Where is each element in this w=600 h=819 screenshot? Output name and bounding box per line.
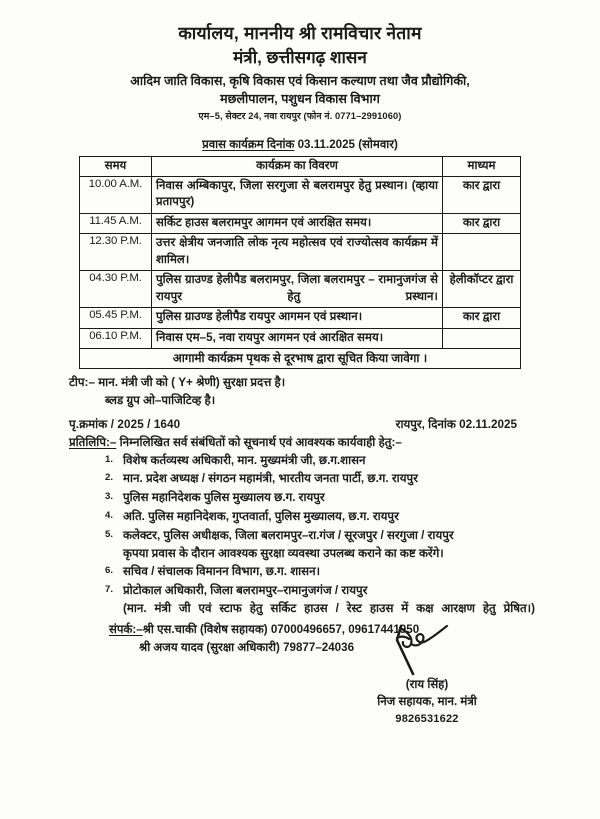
cell-time: 05.45 P.M. — [80, 308, 152, 328]
schedule-footnote: आगामी कार्यक्रम पृथक से दूरभाष द्वारा सूचित किया जावेगा । — [80, 348, 521, 368]
note-blood-group: ब्लड ग्रुप ओ–पाजिटिव्ह है। — [105, 394, 216, 408]
cell-mode: कार द्वारा — [443, 213, 521, 233]
contact-person-1: श्री एस.चाकी (विशेष सहायक) 07000496657, 09617441950 — [142, 622, 420, 636]
note-security: टीप:– मान. मंत्री जी को ( Y+ श्रेणी) सुरक्षा प्रदत्त है। — [69, 375, 286, 389]
cell-time: 11.45 A.M. — [80, 213, 152, 233]
list-item — [105, 527, 535, 563]
recipient-list — [65, 452, 535, 618]
office-title-line-1: कार्यालय, माननीय श्री रामविचार नेताम — [178, 23, 422, 43]
list-item — [105, 582, 535, 618]
recipient-main: पुलिस महानिदेशक पुलिस मुख्यालय छ.ग. रायपुर — [123, 491, 325, 505]
table-row — [80, 271, 521, 308]
letter-body — [65, 374, 535, 657]
recipient-main: मान. प्रदेश अध्यक्ष / संगठन महामंत्री, भारतीय जनता पार्टी, छ.ग. रायपुर — [123, 472, 418, 486]
schedule-title-underlined: प्रवास कार्यक्रम दिनांक — [202, 137, 295, 151]
cell-time: 12.30 P.M. — [80, 234, 152, 271]
cell-description: सर्किट हाउस बलरामपुर आगमन एवं आरक्षित समय। — [152, 213, 443, 233]
recipient-sub: कृपया प्रवास के दौरान आवश्यक सुरक्षा व्यवस्था उपलब्ध कराने का कष्ट करेंगे। — [123, 546, 444, 560]
schedule-title-date: 03.11.2025 (सोमवार) — [294, 137, 398, 151]
schedule-table — [79, 156, 521, 369]
header-description: कार्यक्रम का विवरण — [152, 156, 443, 176]
list-item — [105, 452, 535, 470]
table-header-row — [80, 156, 521, 176]
office-address: एम–5, सेक्टर 24, नवा रायपुर (फोन नं. 0771–2991060) — [198, 110, 402, 121]
department-line-2: मछलीपालन, पशुधन विकास विभाग — [220, 92, 380, 107]
copy-to-text: निम्नलिखित सर्व संबंधितों को सूचनार्थ एवं आवश्यक कार्यवाही हेतु:– — [116, 435, 402, 449]
list-item — [105, 508, 535, 526]
cell-description: निवास एम–5, नवा रायपुर आगमन एवं आरक्षित समय। — [152, 328, 443, 348]
contact-label: संपर्क:– — [109, 622, 143, 636]
signatory-phone: 9826531622 — [395, 712, 459, 725]
cell-time: 06.10 P.M. — [80, 328, 152, 348]
signature-block — [332, 622, 522, 727]
table-row — [80, 308, 521, 328]
cell-mode: कार द्वारा — [443, 176, 521, 213]
list-item — [105, 470, 535, 488]
cell-time: 10.00 A.M. — [80, 176, 152, 213]
cell-time: 04.30 P.M. — [80, 271, 152, 308]
letterhead — [0, 0, 600, 124]
cell-mode: हेलीकॉप्टर द्वारा — [443, 271, 521, 308]
contact-person-2: श्री अजय यादव (सुरक्षा अधिकारी) 79877–24036 — [139, 640, 355, 654]
recipient-main: अति. पुलिस महानिदेशक, गुप्तवार्ता, पुलिस मुख्यालय, छ.ग. रायपुर — [123, 509, 399, 523]
schedule-table-wrapper — [79, 156, 521, 369]
cell-description: पुलिस ग्राउण्ड हेलीपैड बलरामपुर, जिला बलरामपुर – रामानुजगंज से रायपुर हेतु प्रस्थान। — [152, 271, 443, 308]
signatory-role: निज सहायक, मान. मंत्री — [377, 695, 477, 709]
recipient-main: विशेष कर्तव्यस्थ अधिकारी, मान. मुख्यमंत्री जी, छ.ग.शासन — [123, 453, 366, 467]
list-item — [105, 489, 535, 507]
table-row — [80, 234, 521, 271]
header-time: समय — [80, 156, 152, 176]
schedule-title — [202, 137, 398, 152]
office-title-line-2: मंत्री, छत्तीसगढ़ शासन — [233, 47, 367, 67]
cell-mode: कार द्वारा — [443, 308, 521, 328]
reference-row — [65, 416, 535, 432]
department-line-1: आदिम जाति विकास, कृषि विकास एवं किसान कल्याण तथा जैव प्रौद्योगिकी, — [130, 74, 470, 89]
cell-mode — [443, 234, 521, 271]
handwritten-signature-icon — [367, 622, 487, 680]
table-row — [80, 328, 521, 348]
recipient-main: सचिव / संचालक विमानन विभाग, छ.ग. शासन। — [123, 565, 320, 579]
place-and-date: रायपुर, दिनांक 02.11.2025 — [395, 417, 517, 431]
cell-description: निवास अम्बिकापुर, जिला सरगुजा से बलरामपुर हेतु प्रस्थान। (व्हाया प्रतापपुर) — [152, 176, 443, 213]
signatory-name: (राय सिंह) — [405, 678, 449, 691]
table-row — [80, 176, 521, 213]
recipient-main: प्रोटोकाल अधिकारी, जिला बलरामपुर–रामानुजगंज / रायपुर — [123, 584, 368, 598]
copy-to-line — [65, 434, 535, 450]
reference-number: पृ.क्रमांक / 2025 / 1640 — [69, 417, 181, 431]
cell-description: उत्तर क्षेत्रीय जनजाति लोक नृत्य महोत्सव एवं राज्योत्सव कार्यक्रम में शामिल। — [152, 234, 443, 271]
recipient-sub: (मान. मंत्री जी एवं स्टाफ हेतु सर्किट हाउस / रेस्ट हाउस में कक्ष आरक्षण हेतु प्रेषित।) — [123, 601, 535, 615]
recipient-main: कलेक्टर, पुलिस अधीक्षक, जिला बलरामपुर–रा.गंज / सूरजपुर / सरगुजा / रायपुर — [123, 528, 454, 542]
cell-mode — [443, 328, 521, 348]
table-row — [80, 213, 521, 233]
schedule-title-row — [0, 135, 600, 153]
list-item — [105, 563, 535, 581]
table-footnote-row — [80, 348, 521, 368]
cell-description: पुलिस ग्राउण्ड हेलीपैड रायपुर आगमन एवं प्रस्थान। — [152, 308, 443, 328]
header-mode: माध्यम — [443, 156, 521, 176]
copy-to-label: प्रतिलिपि:– — [69, 435, 117, 449]
